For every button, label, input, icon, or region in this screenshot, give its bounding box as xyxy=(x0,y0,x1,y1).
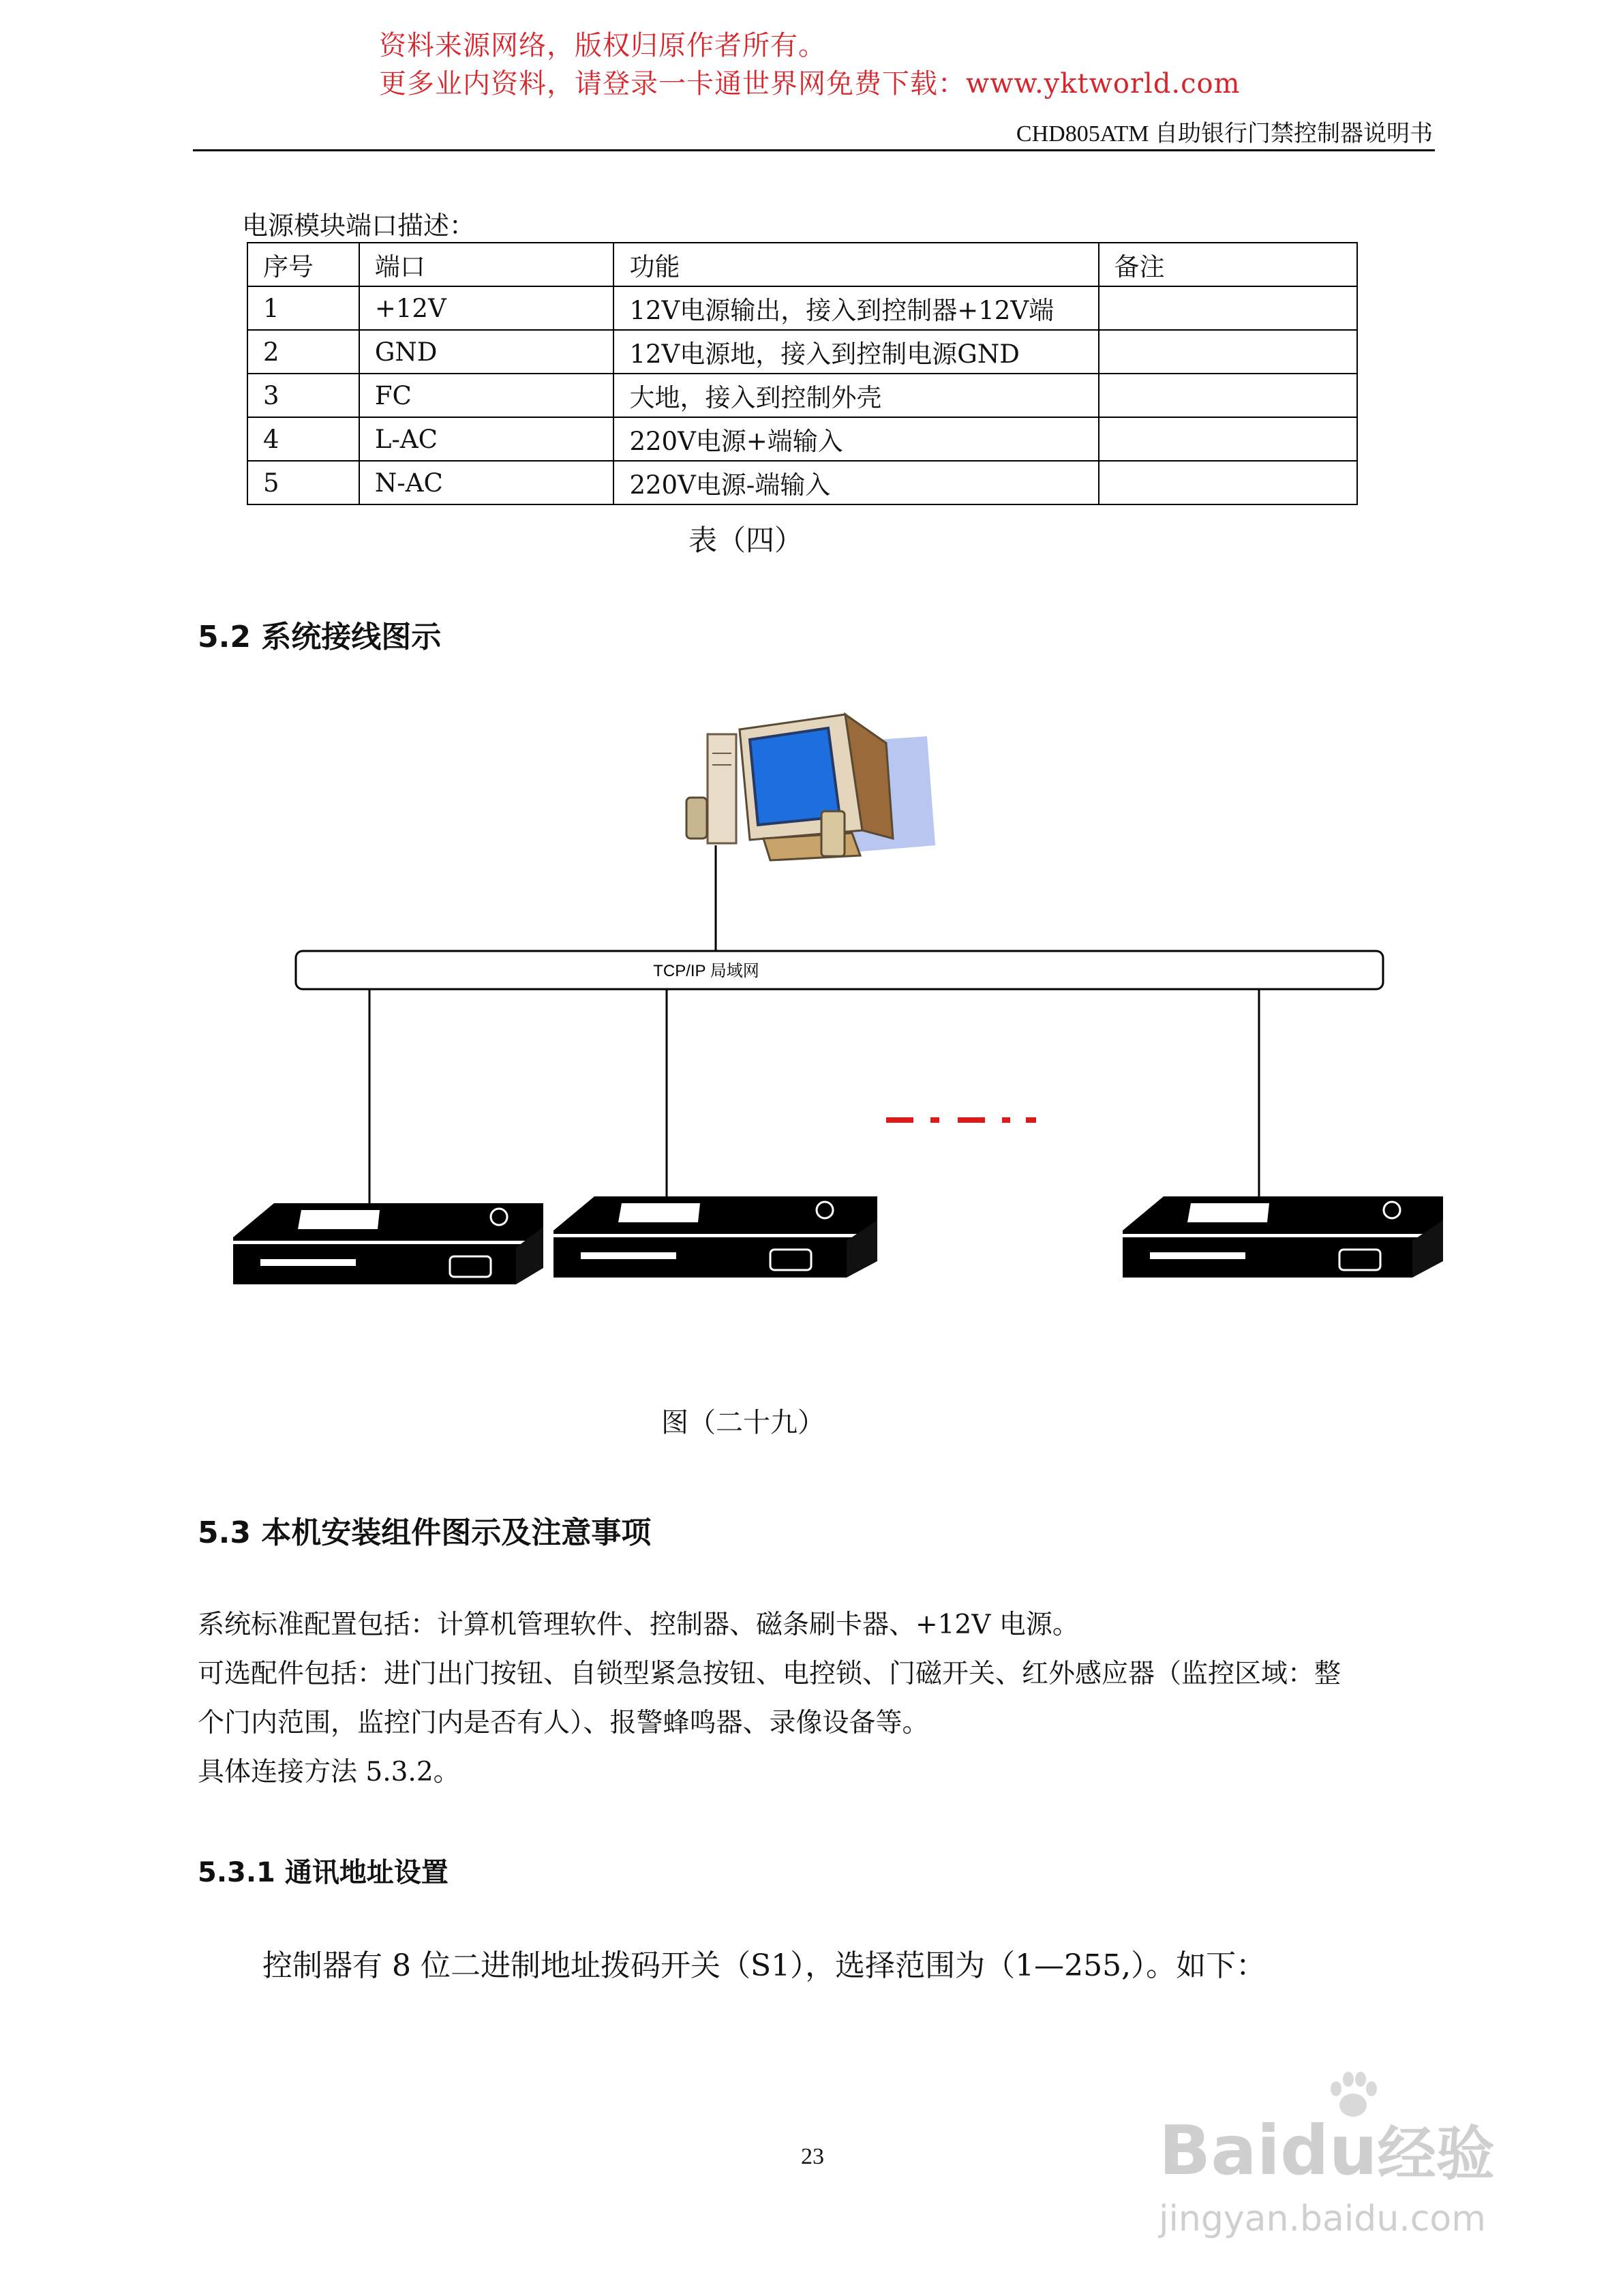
section-5-2-title: 5.2 系统接线图示 xyxy=(198,620,442,654)
table-intro: 电源模块端口描述： xyxy=(242,211,476,241)
page-number: 23 xyxy=(801,2144,824,2169)
baidu-tag: 经验 xyxy=(1377,2120,1495,2188)
cell-index: 3 xyxy=(247,374,359,417)
address-setting-text: 控制器有 8 位二进制地址拨码开关（S1），选择范围为（1—255,）。如下： xyxy=(262,1948,1266,1983)
section-5-3-title: 5.3 本机安装组件图示及注意事项 xyxy=(198,1515,652,1550)
running-header: CHD805ATM 自助银行门禁控制器说明书 xyxy=(1016,121,1433,147)
cell-index: 1 xyxy=(247,286,359,330)
lan-bus-label: TCP/IP 局域网 xyxy=(653,962,759,980)
paragraph: 可选配件包括：进门出门按钮、自锁型紧急按钮、电控锁、门磁开关、红外感应器（监控区域：整 xyxy=(198,1659,1341,1689)
section-5-3-1-title: 5.3.1 通讯地址设置 xyxy=(198,1857,449,1888)
baidu-url: jingyan.baidu.com xyxy=(1159,2199,1486,2239)
cell-port: N-AC xyxy=(359,461,614,504)
cell-port: L-AC xyxy=(359,417,614,461)
col-header: 序号 xyxy=(247,243,359,286)
cell-index: 4 xyxy=(247,417,359,461)
cell-function: 220V电源-端输入 xyxy=(613,461,1098,504)
controller-icon xyxy=(233,1203,543,1284)
computer-icon xyxy=(686,714,935,860)
source-note-line1: 资料来源网络，版权归原作者所有。 xyxy=(379,30,826,61)
paragraph: 系统标准配置包括：计算机管理软件、控制器、磁条刷卡器、+12V 电源。 xyxy=(198,1610,1079,1640)
paragraph: 个门内范围，监控门内是否有人）、报警蜂鸣器、录像设备等。 xyxy=(198,1708,929,1738)
figure-caption: 图（二十九） xyxy=(661,1407,825,1438)
baidu-brand xyxy=(1159,2106,1495,2191)
cell-port: FC xyxy=(359,374,614,417)
paragraph: 具体连接方法 5.3.2。 xyxy=(198,1757,460,1787)
controller-icon xyxy=(1123,1196,1443,1278)
cell-function: 12V电源地，接入到控制电源GND xyxy=(613,330,1098,374)
cell-function: 12V电源输出，接入到控制器+12V端 xyxy=(613,286,1098,330)
cell-index: 2 xyxy=(247,330,359,374)
section-5-3-body xyxy=(198,1601,1445,1797)
baidu-brand-part1: Bai xyxy=(1159,2111,1280,2190)
lan-bus xyxy=(296,951,1383,989)
table-caption: 表（四） xyxy=(688,524,804,557)
cell-index: 5 xyxy=(247,461,359,504)
baidu-watermark xyxy=(1159,2066,1568,2270)
source-note-line2: 更多业内资料，请登录一卡通世界网免费下载：www.yktworld.com xyxy=(379,68,1241,100)
cell-function: 220V电源+端输入 xyxy=(613,417,1098,461)
col-header: 备注 xyxy=(1099,243,1358,286)
controller-icon xyxy=(553,1196,877,1278)
cell-port: +12V xyxy=(359,286,614,330)
baidu-brand-part2: du xyxy=(1279,2111,1378,2190)
cell-port: GND xyxy=(359,330,614,374)
cell-function: 大地，接入到控制外壳 xyxy=(613,374,1098,417)
col-header: 端口 xyxy=(359,243,614,286)
col-header: 功能 xyxy=(613,243,1098,286)
